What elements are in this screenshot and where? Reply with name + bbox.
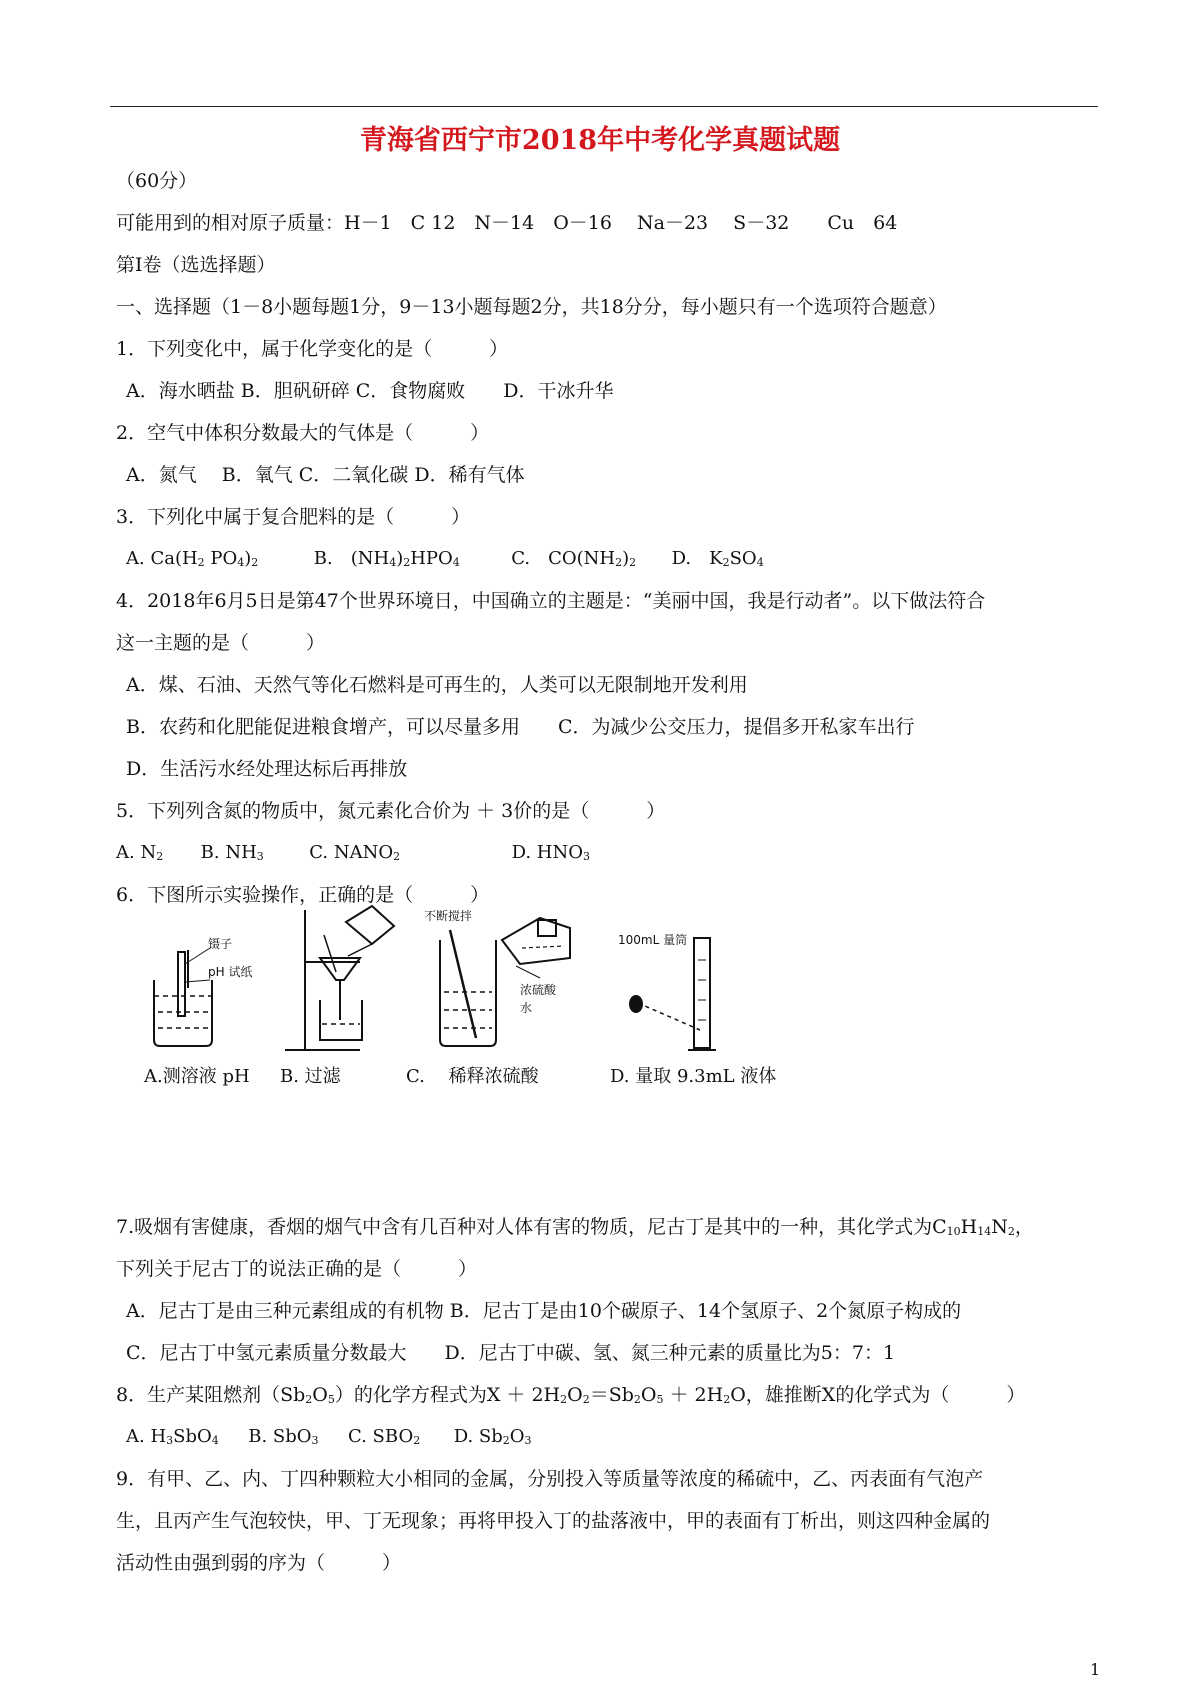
q8-option-a: A. $H_3SbO_4$ <box>126 1426 219 1447</box>
question-4-option-bc: B．农药和化肥能促进粮食增产，可以尽量多用 C．为减少公交压力，提倡多开私家车出行 <box>126 716 915 738</box>
q3-option-b: B. $(NH_4)_2HPO_4$ <box>313 548 460 569</box>
q3-option-a: A. $Ca(H_2$ $PO_4)_2$ <box>126 548 259 569</box>
q5-option-b: B. $NH_3$ <box>200 842 264 863</box>
question-4-stem-2: 这一主题的是（ ） <box>116 632 326 654</box>
beaker-ph-diagram <box>154 948 212 1046</box>
caption-d: D. 量取 9.3mL 液体 <box>610 1066 777 1087</box>
caption-a: A.测溶液 pH <box>144 1066 250 1087</box>
question-1-stem: 1．下列变化中，属于化学变化的是（ ） <box>116 338 509 360</box>
question-4-stem-1: 4．2018年6月5日是第47个世界环境日，中国确立的主题是：“美丽中国，我是行动者”。以下做法符合 <box>116 590 986 612</box>
question-7-option-ab: A．尼古丁是由三种元素组成的有机物 B．尼古丁是由10个碳原子、14个氢原子、2个氮原子构成的 <box>126 1300 962 1322</box>
q3-option-c: C. $CO(NH_2)_2$ <box>511 548 637 569</box>
question-7-option-cd: C．尼古丁中氢元素质量分数最大 D．尼古丁中碳、氢、氮三种元素的质量比为5：7：1 <box>126 1342 896 1364</box>
experiment-figure <box>140 900 1080 1100</box>
question-2-options: A．氮气 B．氧气 C．二氧化碳 D．稀有气体 <box>126 464 525 486</box>
q8-option-b: B. SbO$_3$ <box>248 1426 319 1447</box>
q8-option-d: D. $Sb_2O_3$ <box>453 1426 532 1447</box>
caption-b: B. 过滤 <box>280 1066 341 1087</box>
filtration-diagram <box>285 906 394 1050</box>
part-heading: 第Ⅰ卷（选选择题） <box>116 254 276 276</box>
question-4-option-d: D．生活污水经处理达标后再排放 <box>126 758 408 780</box>
section-heading: 一、选择题（1－8小题每题1分，9－13小题每题2分，共18分分，每小题只有一个选项符合题意） <box>116 296 947 318</box>
q5-option-a: A. $N_2$ <box>116 842 164 863</box>
question-4-option-a: A．煤、石油、天然气等化石燃料是可再生的，人类可以无限制地开发利用 <box>126 674 748 696</box>
label-acid: 浓硫酸 <box>520 983 557 997</box>
q3-option-d: D. $K_2SO_4$ <box>671 548 764 569</box>
question-5-stem: 5．下列列含氮的物质中，氮元素化合价为 ＋ 3价的是（ ） <box>116 800 666 822</box>
question-5-options <box>116 844 590 862</box>
label-water: 水 <box>520 1001 533 1015</box>
question-8-options <box>126 1428 532 1446</box>
score-line: （60分） <box>116 170 198 192</box>
dilution-diagram <box>440 918 570 1046</box>
question-9-line-2: 生，且丙产生气泡较快，甲、丁无现象；再将甲投入丁的盐落液中，甲的表面有丁析出，则这四种金属的 <box>116 1510 991 1532</box>
question-7-stem-2: 下列关于尼古丁的说法正确的是（ ） <box>116 1258 478 1280</box>
page-number: 1 <box>1090 1660 1101 1679</box>
question-2-stem: 2．空气中体积分数最大的气体是（ ） <box>116 422 490 444</box>
q5-option-c: C. $NANO_2$ <box>309 842 401 863</box>
question-6-stem: 6．下图所示实验操作，正确的是（ ） <box>116 884 490 906</box>
q5-option-d: D. $HNO_3$ <box>511 842 591 863</box>
page-title: 青海省西宁市2018年中考化学真题试题 <box>359 125 841 156</box>
label-ph-paper: pH 试纸 <box>208 965 253 979</box>
q8-option-c: C. $SBO_2$ <box>347 1426 421 1447</box>
graduated-cylinder-diagram <box>630 938 716 1050</box>
question-8-stem: 8．生产某阻燃剂$(Sb_2O_5)$的化学方程式为$X + 2H_2O_2=Sb_2O_5 + 2H_2O$，雄推断X的化学式为（ ） <box>116 1384 1026 1406</box>
atomic-masses: 可能用到的相对原子质量：H－1 C 12 N－14 O－16 Na－23 S－32 Cu 64 <box>116 212 898 234</box>
question-3-options <box>126 550 764 568</box>
question-9-line-1: 9．有甲、乙、内、丁四种颗粒大小相同的金属，分别投入等质量等浓度的稀硫中，乙、丙表面有气泡产 <box>116 1468 984 1490</box>
caption-c: C. 稀释浓硫酸 <box>406 1066 539 1087</box>
label-stir: 不断搅拌 <box>424 909 473 923</box>
question-9-line-3: 活动性由强到弱的序为（ ） <box>116 1552 402 1574</box>
question-1-options: A．海水晒盐 B．胆矾研碎 C．食物腐败 D．干冰升华 <box>126 380 614 402</box>
header-rule <box>110 106 1098 107</box>
label-tweezers: 镊子 <box>208 937 233 951</box>
label-cylinder: 100mL 量筒 <box>618 933 688 947</box>
question-7-stem-1: 7.吸烟有害健康，香烟的烟气中含有几百种对人体有害的物质，尼古丁是其中的一种，其化学式为$C_{10}H_{14}N_2$， <box>116 1216 1034 1238</box>
question-3-stem: 3．下列化中属于复合肥料的是（ ） <box>116 506 471 528</box>
